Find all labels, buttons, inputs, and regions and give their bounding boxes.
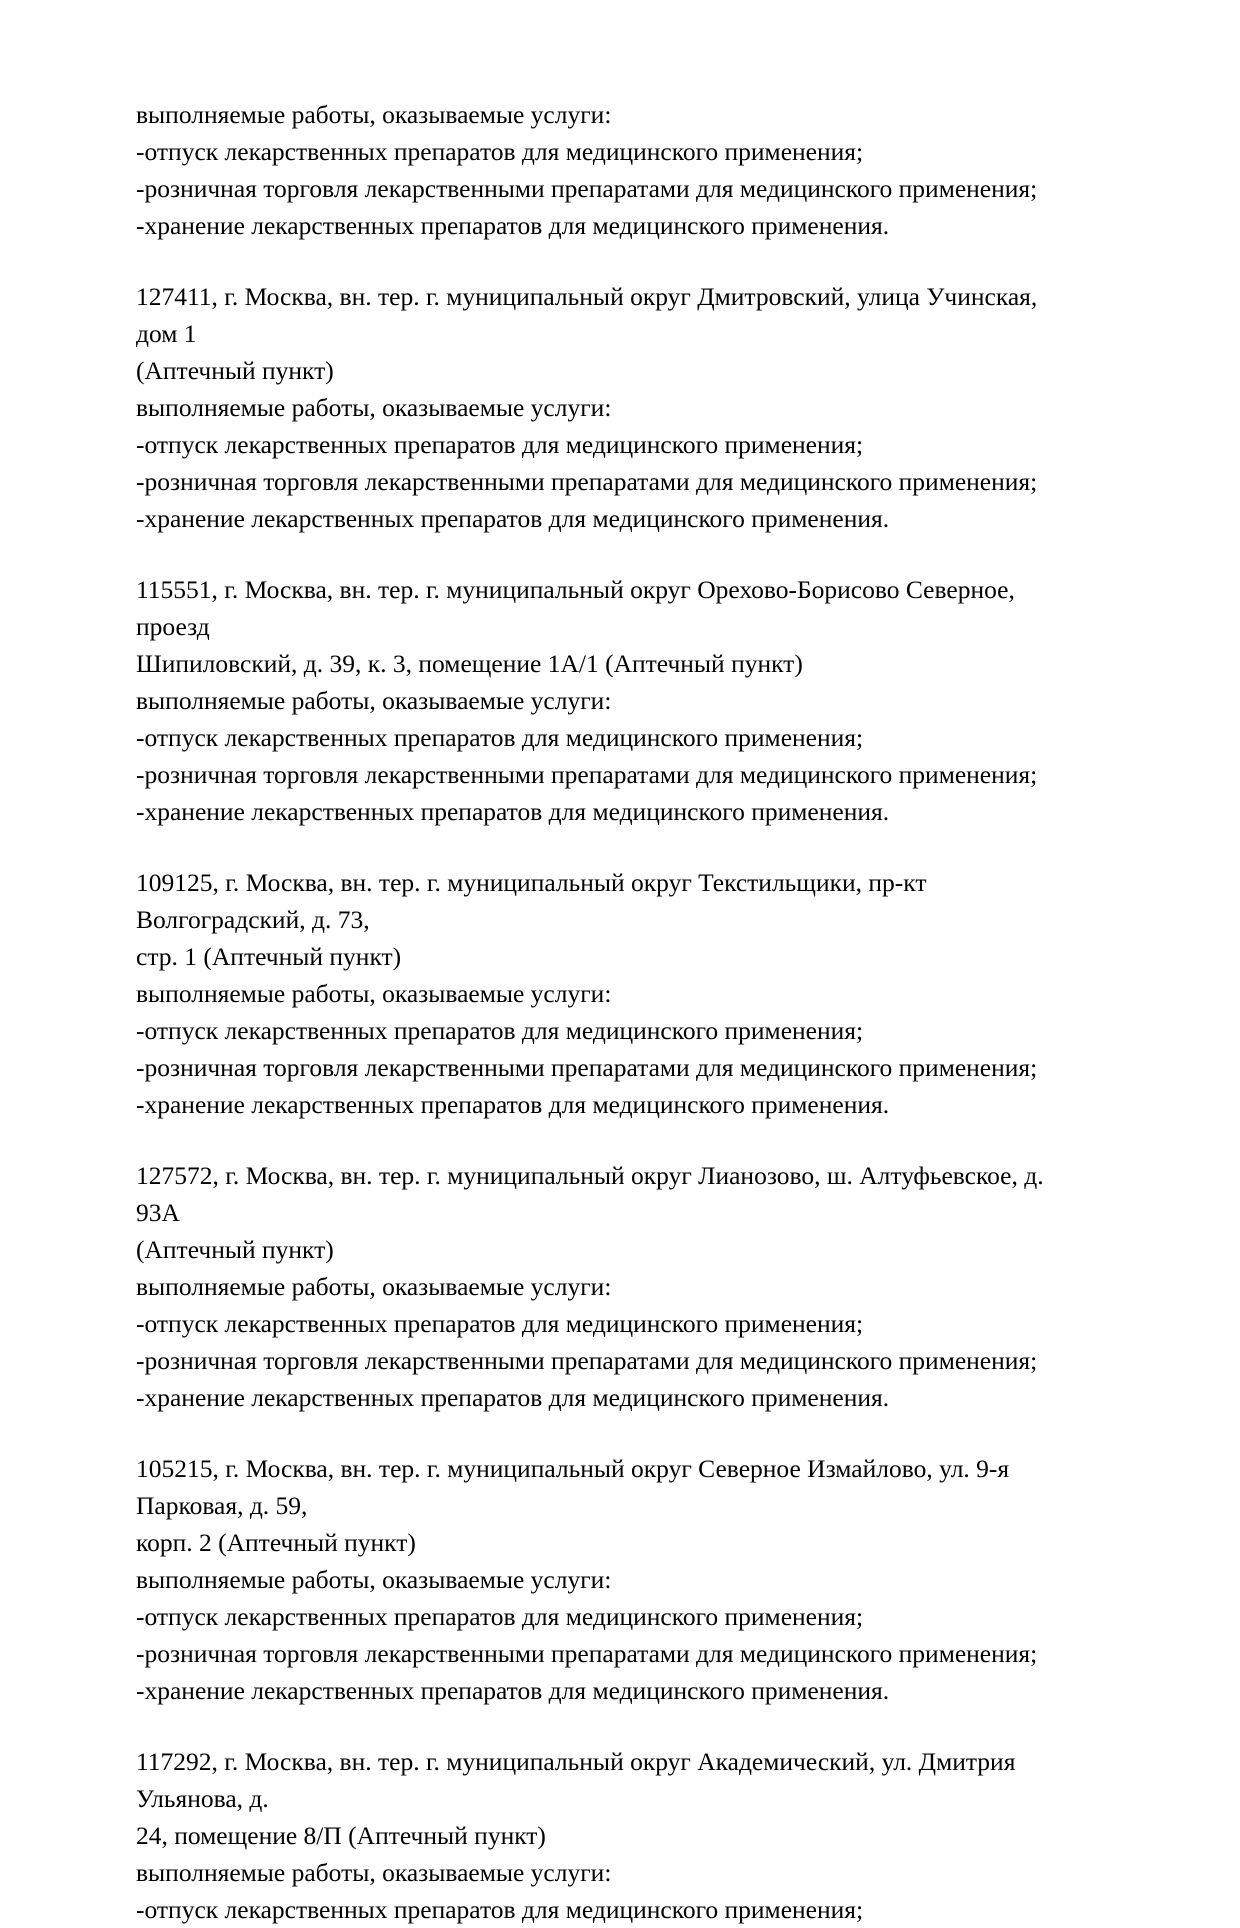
address-entry — [136, 1743, 1084, 1928]
address-entry — [136, 571, 1084, 830]
services-heading: выполняемые работы, оказываемые услуги: — [136, 1858, 612, 1887]
document-body — [136, 96, 1084, 1928]
services-heading: выполняемые работы, оказываемые услуги: — [136, 1565, 612, 1594]
service-line: -отпуск лекарственных препаратов для медицинского применения; — [136, 1309, 864, 1338]
service-line: -розничная торговля лекарственными препаратами для медицинского применения; — [136, 467, 1038, 496]
service-line: -хранение лекарственных препаратов для медицинского применения. — [136, 1383, 890, 1412]
address-line: (Аптечный пункт) — [136, 1235, 334, 1264]
address-entry — [136, 278, 1084, 537]
address-entry — [136, 1157, 1084, 1416]
services-heading: выполняемые работы, оказываемые услуги: — [136, 979, 612, 1008]
address-line: 109125, г. Москва, вн. тер. г. муниципальный округ Текстильщики, пр-кт Волгоградский, д. 73, — [136, 868, 927, 934]
service-line: -отпуск лекарственных препаратов для медицинского применения; — [136, 1895, 864, 1924]
continued-services-block — [136, 96, 1084, 244]
service-line: -розничная торговля лекарственными препаратами для медицинского применения; — [136, 1639, 1038, 1668]
service-line: -отпуск лекарственных препаратов для медицинского применения; — [136, 1016, 864, 1045]
service-line: -розничная торговля лекарственными препаратами для медицинского применения; — [136, 760, 1038, 789]
services-heading: выполняемые работы, оказываемые услуги: — [136, 100, 612, 129]
service-line: -хранение лекарственных препаратов для медицинского применения. — [136, 504, 890, 533]
service-line: -розничная торговля лекарственными препаратами для медицинского применения; — [136, 174, 1038, 203]
address-line: 127411, г. Москва, вн. тер. г. муниципальный округ Дмитровский, улица Учинская, дом 1 — [136, 282, 1038, 348]
address-line: 127572, г. Москва, вн. тер. г. муниципальный округ Лианозово, ш. Алтуфьевское, д. 93А — [136, 1161, 1044, 1227]
services-heading: выполняемые работы, оказываемые услуги: — [136, 1272, 612, 1301]
service-line: -хранение лекарственных препаратов для медицинского применения. — [136, 1090, 890, 1119]
service-line: -розничная торговля лекарственными препаратами для медицинского применения; — [136, 1346, 1038, 1375]
address-line: корп. 2 (Аптечный пункт) — [136, 1528, 416, 1557]
service-line: -розничная торговля лекарственными препаратами для медицинского применения; — [136, 1053, 1038, 1082]
address-line: 105215, г. Москва, вн. тер. г. муниципальный округ Северное Измайлово, ул. 9-я Парковая, д. 59, — [136, 1454, 1010, 1520]
service-line: -отпуск лекарственных препаратов для медицинского применения; — [136, 430, 864, 459]
address-line: 117292, г. Москва, вн. тер. г. муниципальный округ Академический, ул. Дмитрия Ульянова, д. — [136, 1747, 1016, 1813]
service-line: -хранение лекарственных препаратов для медицинского применения. — [136, 211, 890, 240]
address-line: стр. 1 (Аптечный пункт) — [136, 942, 402, 971]
address-line: Шипиловский, д. 39, к. 3, помещение 1А/1 (Аптечный пункт) — [136, 649, 803, 678]
service-line: -отпуск лекарственных препаратов для медицинского применения; — [136, 137, 864, 166]
service-line: -хранение лекарственных препаратов для медицинского применения. — [136, 1676, 890, 1705]
service-line: -хранение лекарственных препаратов для медицинского применения. — [136, 797, 890, 826]
address-line: (Аптечный пункт) — [136, 356, 334, 385]
services-heading: выполняемые работы, оказываемые услуги: — [136, 686, 612, 715]
address-line: 24, помещение 8/П (Аптечный пункт) — [136, 1821, 546, 1850]
address-line: 115551, г. Москва, вн. тер. г. муниципальный округ Орехово-Борисово Северное, проезд — [136, 575, 1015, 641]
address-entry — [136, 864, 1084, 1123]
address-entry — [136, 1450, 1084, 1709]
service-line: -отпуск лекарственных препаратов для медицинского применения; — [136, 1602, 864, 1631]
services-heading: выполняемые работы, оказываемые услуги: — [136, 393, 612, 422]
service-line: -отпуск лекарственных препаратов для медицинского применения; — [136, 723, 864, 752]
